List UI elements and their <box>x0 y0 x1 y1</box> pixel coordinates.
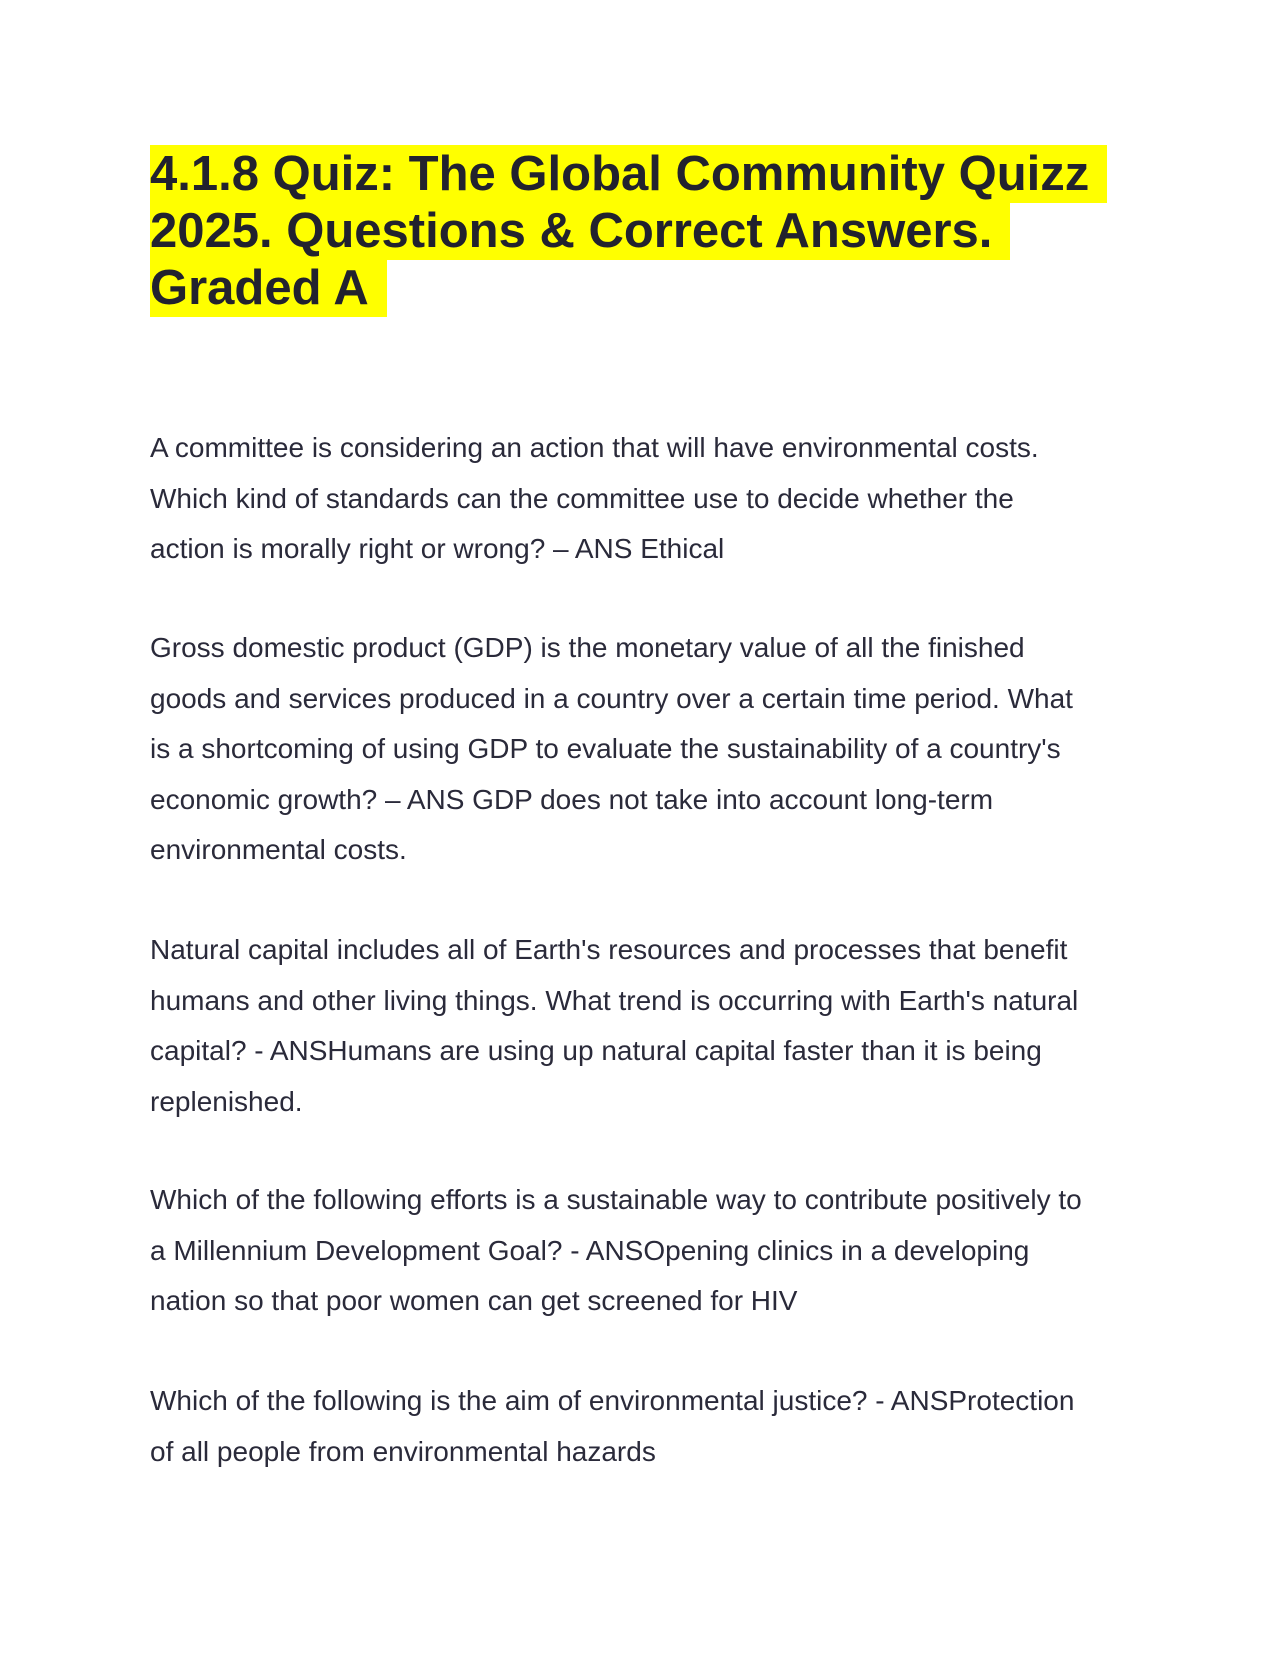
document-title <box>150 146 1150 317</box>
question-answer-1: A committee is considering an action that will have environmental costs. Which kind of standards can the committee use to decide whether the action is morally right or wrong? – ANS Ethical <box>150 432 1039 564</box>
question-answer-2: Gross domestic product (GDP) is the monetary value of all the finished goods and services produced in a country over a certain time period. What is a shortcoming of using GDP to evaluate the sustainability of a country's economic growth? – ANS GDP does not take into account long-term environmental costs. <box>150 632 1073 865</box>
question-answer-5: Which of the following is the aim of environmental justice? - ANSProtection of all people from environmental hazards <box>150 1385 1075 1467</box>
question-answer-4: Which of the following efforts is a sustainable way to contribute positively to a Millennium Development Goal? - ANSOpening clinics in a developing nation so that poor women can get screened for HIV <box>150 1184 1082 1316</box>
question-answer-3: Natural capital includes all of Earth's resources and processes that benefit humans and other living things. What trend is occurring with Earth's natural capital? - ANSHumans are using up natural capital faster than it is being replenished. <box>150 934 1079 1117</box>
title-highlight: 4.1.8 Quiz: The Global Community Quizz 2025. Questions & Correct Answers. Graded A <box>150 145 1107 317</box>
